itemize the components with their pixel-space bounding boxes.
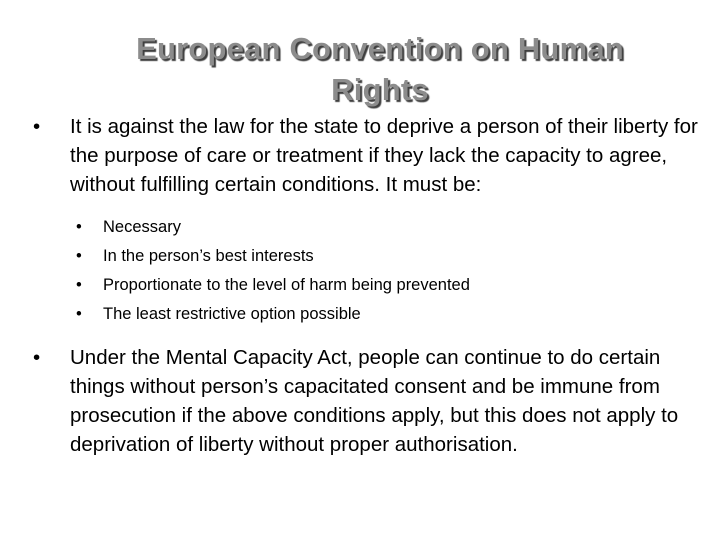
bullet-marker: • (76, 276, 82, 294)
condition-item (30, 213, 700, 242)
bullet-text: It is against the law for the state to deprive a person of their liberty for the purpose of care or treatment if they lack the capacity to agree, without fulfilling certain conditions. It must be: (70, 115, 698, 196)
slide-title-line-2: Rights (331, 72, 429, 107)
condition-text: Proportionate to the level of harm being prevented (103, 276, 470, 294)
condition-item (30, 271, 700, 300)
condition-item (30, 242, 700, 271)
bullet-marker: • (33, 115, 41, 138)
bullet-text: Under the Mental Capacity Act, people can continue to do certain things without person’s capacitated consent and be immune from prosecution if the above conditions apply, but this does not apply to deprivation of liberty without proper authorisation. (70, 346, 679, 456)
bullet-marker: • (76, 218, 82, 236)
bullet-marker: • (33, 346, 41, 369)
conditions-list (30, 213, 700, 329)
bullet-item (30, 112, 700, 199)
condition-text: Necessary (103, 218, 181, 236)
slide-body (30, 112, 700, 459)
slide-title-line-1: European Convention on Human (136, 31, 624, 66)
bullet-marker: • (76, 305, 82, 323)
condition-item (30, 300, 700, 329)
slide-title (60, 28, 700, 110)
condition-text: In the person’s best interests (103, 247, 314, 265)
bullet-marker: • (76, 247, 82, 265)
condition-text: The least restrictive option possible (103, 305, 361, 323)
bullet-item (30, 343, 700, 459)
